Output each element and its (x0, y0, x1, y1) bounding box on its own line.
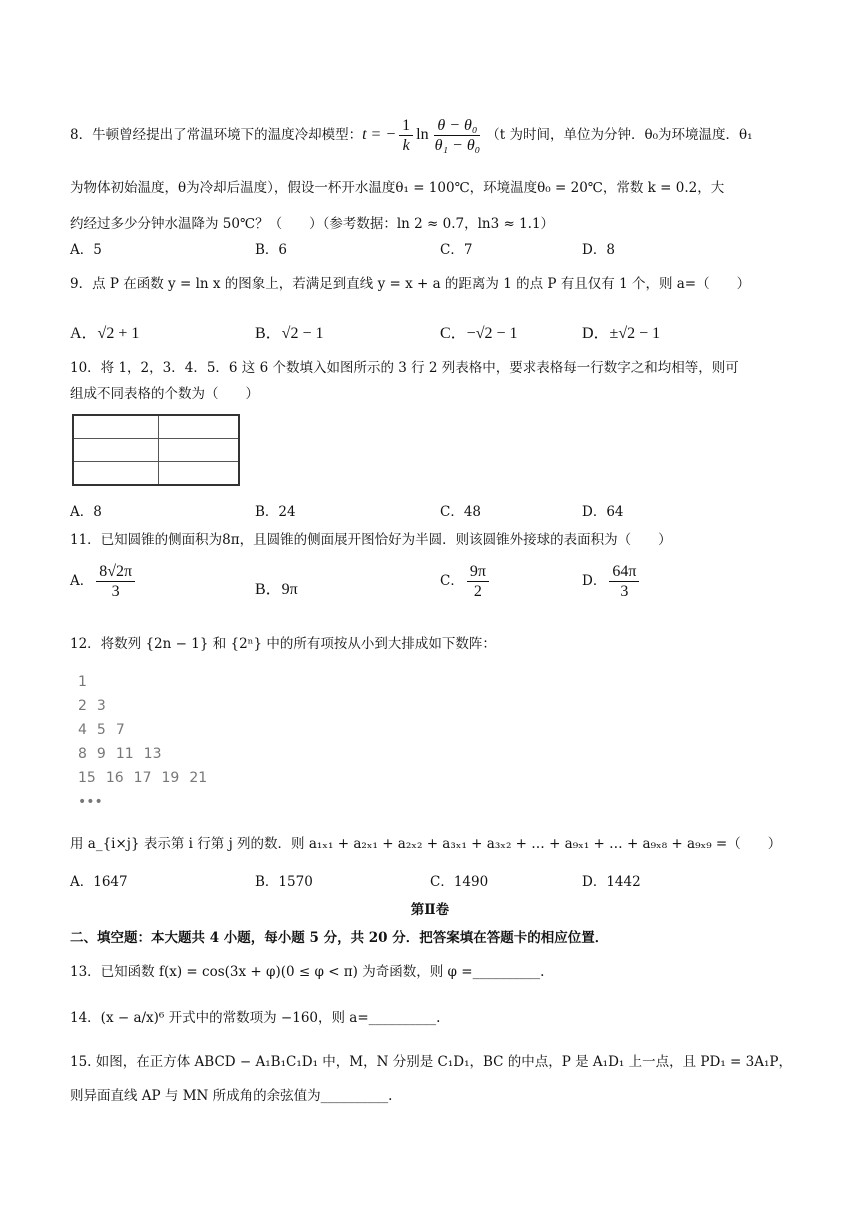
fraction-numerator: 8√2π (96, 562, 135, 582)
q11-option-c (440, 562, 492, 601)
q8-formula-lhs: t = − (362, 126, 397, 144)
fraction-denominator: 3 (111, 583, 120, 601)
q12-option-d: D．1442 (582, 874, 641, 890)
array-cell: 3 (96, 698, 106, 714)
table-row-divider (74, 461, 238, 462)
q11-option-d-fraction (609, 562, 639, 601)
option-label: C． (440, 573, 464, 590)
q12-array-row-5 (78, 770, 217, 786)
fraction-denominator: 3 (620, 583, 629, 601)
array-cell: 11 (115, 746, 134, 762)
table-column-divider (158, 416, 159, 484)
array-cell: 15 (78, 770, 96, 786)
q8-formula-denominator: θ₁ − θ₀ (434, 137, 481, 155)
option-label: D． (582, 573, 607, 590)
q10-line2: 组成不同表格的个数为（ ） (70, 386, 259, 402)
array-cell: ••• (78, 794, 103, 810)
q12-option-a: A．1647 (70, 874, 128, 890)
array-cell: 17 (133, 770, 152, 786)
q8-option-b: B．6 (255, 242, 288, 258)
option-label: A． (70, 573, 94, 590)
q12-option-b: B．1570 (255, 874, 313, 890)
q8-intro: 8．牛顿曾经提出了常温环境下的温度冷却模型： (70, 127, 363, 144)
q8-option-a: A．5 (70, 242, 102, 258)
q12-text: 12．将数列 {2n − 1} 和 {2ⁿ} 中的所有项按从小到大排成如下数阵： (70, 636, 496, 652)
q9-text: 9．点 P 在函数 y = ln x 的图象上，若满足到直线 y = x + a 的距离为 1 的点 P 有且仅有 1 个，则 a=（ ） (70, 276, 751, 292)
q9-option-a: A．√2 + 1 (70, 325, 140, 342)
q11-option-a (70, 562, 138, 601)
q11-option-a-fraction (96, 562, 135, 601)
q10-table-figure (72, 414, 240, 486)
q8-one-over-k: $\frac{1}{k}$ (399, 116, 413, 155)
array-cell: 16 (105, 770, 124, 786)
q8-line1 (70, 116, 753, 155)
q10-option-a: A．8 (70, 504, 102, 520)
q15-line2: 则异面直线 AP 与 MN 所成角的余弦值为__________. (70, 1088, 393, 1104)
q9-option-d: D．±√2 − 1 (582, 325, 661, 342)
array-cell: 1 (78, 674, 87, 690)
q10-option-c: C．48 (440, 504, 482, 520)
section-fill-in-heading: 二、填空题：本大题共 4 小题，每小题 5 分，共 20 分．把答案填在答题卡的相应位置． (70, 930, 609, 946)
q10-option-b: B．24 (255, 504, 296, 520)
array-cell: 5 (96, 722, 106, 738)
fraction-denominator: 2 (473, 583, 482, 601)
array-cell: 13 (143, 746, 162, 762)
q10-line1: 10．将 1，2，3．4．5．6 这 6 个数填入如图所示的 3 行 2 列表格中，要求表格每一行数字之和均相等，则可 (70, 360, 739, 376)
q8-ln: ln (416, 126, 429, 144)
q12-array-row-4 (78, 746, 172, 762)
q11-option-c-fraction (467, 562, 489, 601)
q14-text: 14．(x − a/x)⁶ 开式中的常数项为 −160，则 a=__________. (70, 1010, 441, 1026)
q8-line2: 为物体初始温度，θ为冷却后温度），假设一杯开水温度θ₁ = 100℃，环境温度θ₀ = 20℃，常数 k = 0.2，大 (70, 180, 725, 196)
array-cell: 21 (189, 770, 208, 786)
array-cell: 8 (78, 746, 87, 762)
q8-line3: 约经过多少分钟水温降为 50℃？（ ）（参考数据：ln 2 ≈ 0.7，ln3 ≈ 1.1） (70, 216, 555, 232)
q11-option-d (582, 562, 642, 601)
q8-option-c: C．7 (440, 242, 473, 258)
q12-option-c: C．1490 (430, 874, 489, 890)
q12-array-row-3 (78, 722, 135, 738)
q15-line1: 15. 如图，在正方体 ABCD − A₁B₁C₁D₁ 中，M，N 分别是 C₁D₁，BC 的中点，P 是 A₁D₁ 上一点，且 PD₁ = 3A₁P， (70, 1054, 792, 1070)
table-row-divider (74, 438, 238, 439)
q11-text: 11．已知圆锥的侧面积为8π，且圆锥的侧面展开图恰好为半圆．则该圆锥外接球的表面积为（ ） (70, 532, 672, 548)
q11-option-b: B．9π (255, 581, 298, 598)
q8-option-d: D．8 (582, 242, 615, 258)
q12-array-row-1 (78, 674, 97, 690)
fraction-numerator: 64π (609, 562, 639, 582)
q8-formula-numerator: θ − θ₀ (434, 116, 480, 136)
q12-line2: 用 a_{i×j} 表示第 i 行第 j 列的数．则 a₁ₓ₁ + a₂ₓ₁ + a₂ₓ₂ + a₃ₓ₁ + a₃ₓ₂ + … + a₉ₓ₁ + … + a₉ₓ₈ + a₉ₓ₉ =（ ） (70, 836, 782, 852)
q8-formula-fraction (432, 116, 484, 155)
fraction-numerator: 9π (467, 562, 489, 582)
array-cell: 19 (161, 770, 180, 786)
q8-line1-tail: （t 为时间，单位为分钟．θ₀为环境温度．θ₁ (486, 127, 753, 144)
array-cell: 9 (96, 746, 106, 762)
q13-text: 13．已知函数 f(x) = cos(3x + φ)(0 ≤ φ < π) 为奇函数，则 φ =__________. (70, 964, 545, 980)
q9-option-c: C．−√2 − 1 (440, 325, 518, 342)
array-cell: 7 (115, 722, 125, 738)
part2-title: 第Ⅱ卷 (410, 902, 450, 918)
array-cell: 4 (78, 722, 87, 738)
q12-array-ellipsis (78, 794, 113, 810)
q10-option-d: D．64 (582, 504, 624, 520)
q12-array-row-2 (78, 698, 116, 714)
q9-option-b: B．√2 − 1 (255, 325, 324, 342)
array-cell: 2 (78, 698, 87, 714)
